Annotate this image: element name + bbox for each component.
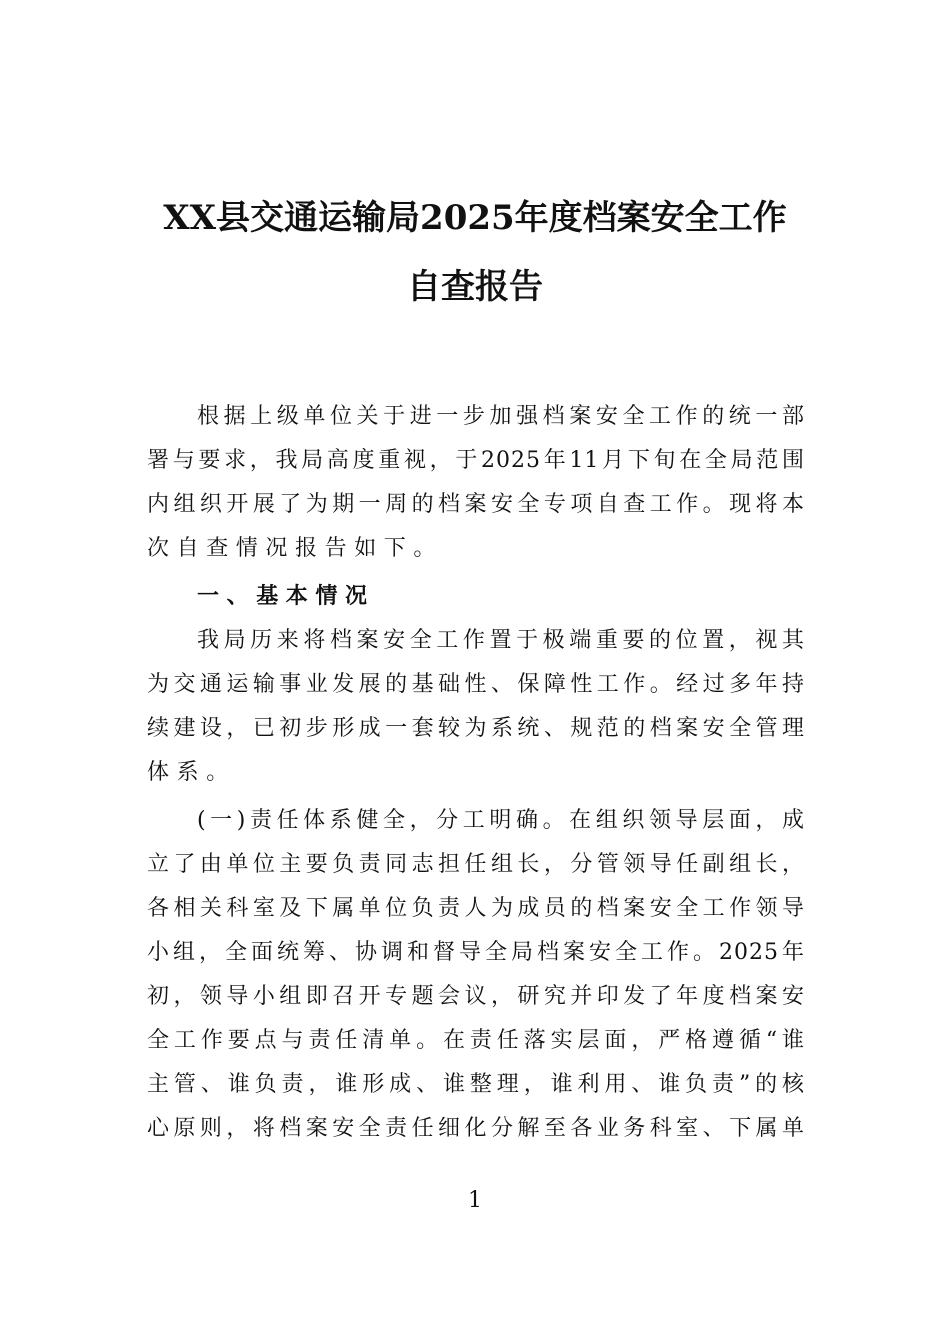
text-line: 心原则，将档案安全责任细化分解至各业务科室、下属单 — [147, 1116, 805, 1141]
text-line: 各相关科室及下属单位负责人为成员的档案安全工作领导 — [147, 896, 805, 921]
text-line: 次自查情况报告如下。 — [147, 536, 444, 561]
document-title-line-1: XX县交通运输局2025年度档案安全工作 — [163, 198, 787, 238]
text-line: 小组，全面统筹、协调和督导全局档案安全工作。2025年 — [147, 940, 805, 965]
text-line: 全工作要点与责任清单。在责任落实层面，严格遵循“谁 — [147, 1028, 805, 1053]
text-line: 我局历来将档案安全工作置于极端重要的位置，视其 — [197, 628, 805, 653]
text-line: 初，领导小组即召开专题会议，研究并印发了年度档案安 — [147, 984, 805, 1009]
document-body — [147, 395, 805, 1151]
text-line: (一)责任体系健全，分工明确。在组织领导层面，成 — [197, 808, 805, 833]
text-line: 根据上级单位关于进一步加强档案安全工作的统一部 — [197, 404, 805, 429]
section-heading: 一、基本情况 — [197, 584, 375, 609]
text-line: 续建设，已初步形成一套较为系统、规范的档案安全管理 — [147, 716, 805, 741]
text-line: 主管、谁负责，谁形成、谁整理，谁利用、谁负责”的核 — [147, 1072, 805, 1097]
text-line: 署与要求，我局高度重视，于2025年11月下旬在全局范围 — [147, 448, 805, 473]
document-title-line-2: 自查报告 — [407, 267, 543, 307]
text-line: 内组织开展了为期一周的档案安全专项自查工作。现将本 — [147, 492, 805, 517]
text-line: 立了由单位主要负责同志担任组长，分管领导任副组长， — [147, 852, 805, 877]
text-line: 体系。 — [147, 760, 236, 785]
page-number: 1 — [468, 1188, 482, 1213]
text-line: 为交通运输事业发展的基础性、保障性工作。经过多年持 — [147, 672, 805, 697]
